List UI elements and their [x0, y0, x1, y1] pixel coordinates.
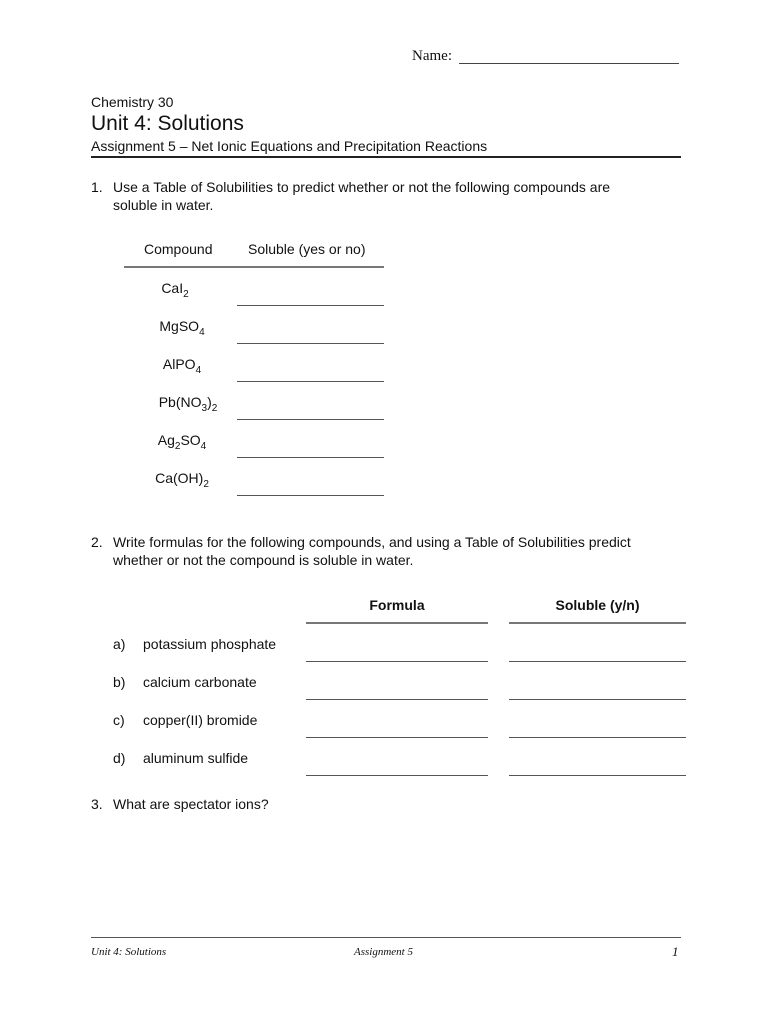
question-1: [91, 178, 691, 218]
question-2-number: 2.: [91, 534, 103, 550]
formula-line-b[interactable]: [306, 699, 488, 700]
answer-line-compound-6[interactable]: [237, 495, 384, 496]
answer-line-compound-5[interactable]: [237, 457, 384, 458]
header-divider: [91, 156, 681, 158]
question-2-text-line2: whether or not the compound is soluble in water.: [113, 552, 414, 568]
compound-5: $Ag_2SO_4$: [157, 432, 207, 452]
question-3: [91, 795, 491, 815]
soluble-line-b[interactable]: [509, 699, 686, 700]
answer-line-compound-2[interactable]: [237, 343, 384, 344]
compound-1: CaI$_2$: [161, 280, 189, 300]
q2-formula-header-rule: [306, 622, 488, 624]
q2-item-c-letter: c): [113, 712, 125, 728]
formula-line-a[interactable]: [306, 661, 488, 662]
q1-column-compound: Compound: [144, 241, 213, 257]
q2-item-c: [113, 712, 303, 730]
question-1-text-line2: soluble in water.: [113, 197, 214, 213]
q1-column-soluble: Soluble (yes or no): [248, 241, 366, 257]
q2-column-soluble: Soluble (y/n): [555, 597, 640, 613]
q2-item-d-letter: d): [113, 750, 126, 766]
q2-item-b-name: calcium carbonate: [143, 674, 257, 690]
q2-item-d: [113, 750, 303, 768]
soluble-line-c[interactable]: [509, 737, 686, 738]
compound-4: $Pb(NO_3)_2$: [158, 394, 218, 414]
question-3-text: What are spectator ions?: [113, 796, 269, 812]
footer-unit: Unit 4: Solutions: [91, 946, 167, 958]
footer-divider: [91, 937, 681, 938]
q2-item-b-letter: b): [113, 674, 126, 690]
soluble-line-d[interactable]: [509, 775, 686, 776]
name-label: Name:: [412, 48, 452, 64]
footer-page-number: 1: [672, 944, 679, 959]
q2-soluble-header-rule: [509, 622, 686, 624]
q1-table-header-rule: [124, 266, 384, 268]
compound-3: AlPO$_4$: [162, 356, 202, 376]
footer-assignment: Assignment 5: [354, 946, 413, 958]
q2-column-formula: Formula: [369, 597, 425, 613]
formula-line-d[interactable]: [306, 775, 488, 776]
assignment-title: Assignment 5 – Net Ionic Equations and Precipitation Reactions: [91, 138, 488, 154]
name-field-line[interactable]: [459, 63, 679, 64]
answer-line-compound-3[interactable]: [237, 381, 384, 382]
q2-item-b: [113, 674, 303, 692]
q2-item-a-name: potassium phosphate: [143, 636, 277, 652]
question-2-text-line1: Write formulas for the following compounds, and using a Table of Solubilities predict: [113, 534, 631, 550]
soluble-line-a[interactable]: [509, 661, 686, 662]
course-title: Chemistry 30: [91, 94, 174, 110]
answer-line-compound-1[interactable]: [237, 305, 384, 306]
q2-item-a: [113, 636, 303, 654]
formula-line-c[interactable]: [306, 737, 488, 738]
compound-6: $Ca(OH)_2$: [155, 470, 209, 490]
answer-line-compound-4[interactable]: [237, 419, 384, 420]
q2-item-d-name: aluminum sulfide: [143, 750, 249, 766]
question-3-number: 3.: [91, 796, 103, 812]
question-1-number: 1.: [91, 179, 103, 195]
q2-item-a-letter: a): [113, 636, 126, 652]
question-2: [91, 533, 711, 573]
compound-2: MgSO$_4$: [159, 318, 205, 338]
q2-item-c-name: copper(II) bromide: [143, 712, 258, 728]
question-1-text-line1: Use a Table of Solubilities to predict whether or not the following compounds are: [113, 179, 611, 195]
unit-title: Unit 4: Solutions: [91, 112, 244, 135]
